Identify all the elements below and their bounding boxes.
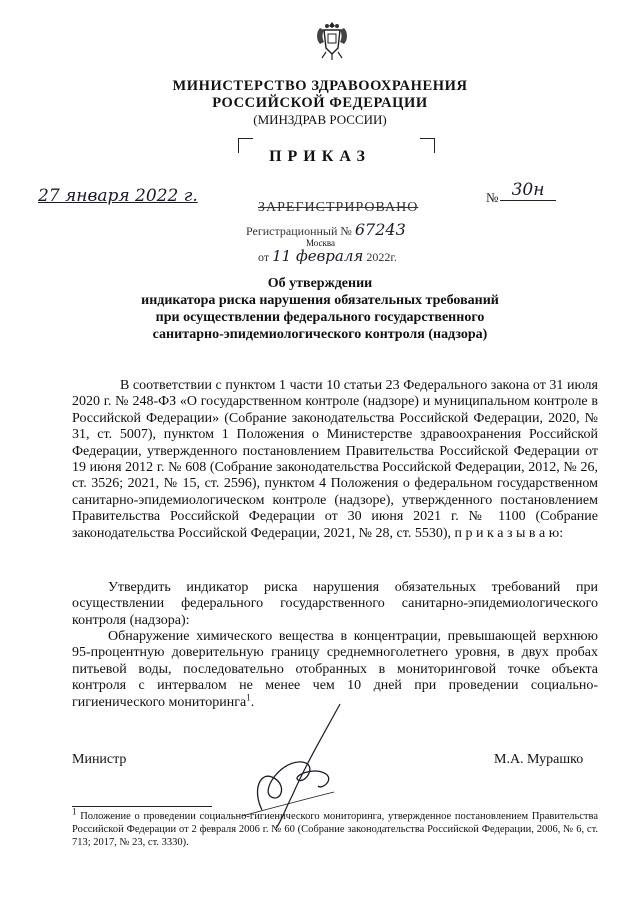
registration-date-label: от — [258, 250, 270, 264]
ministry-name-line1: МИНИСТЕРСТВО ЗДРАВООХРАНЕНИЯ — [172, 78, 468, 94]
order-number: 30н — [500, 180, 556, 201]
registration-number: 67243 — [354, 220, 406, 239]
ministry-short-name: (МИНЗДРАВ РОССИИ) — [253, 112, 387, 127]
ministry-name-line2: РОССИЙСКОЙ ФЕДЕРАЦИИ — [212, 95, 428, 111]
registration-number-label: Регистрационный № — [246, 224, 352, 238]
signatory-name: М.А. Мурашко — [494, 752, 584, 767]
footnote-marker: 1 — [246, 691, 251, 702]
footnote-number: 1 — [72, 806, 77, 817]
indicator-text-end: . — [250, 694, 255, 710]
city: Москва — [306, 238, 335, 248]
registration-number-line — [246, 220, 406, 239]
signatory-position: Министр — [72, 752, 127, 767]
footnote-divider — [72, 806, 212, 807]
body-paragraph-order: Утвердить индикатор риска нарушения обязательных требований при осуществлении федерального государственного санитарно-эпидемиологического контроля (надзора): — [72, 580, 598, 628]
footnote — [72, 806, 598, 849]
title-line: Об утверждении — [267, 276, 373, 291]
order-date: 27 января 2022 г. — [38, 186, 198, 206]
order-number-label: № — [486, 190, 499, 205]
title-line: санитарно-эпидемиологического контроля (надзора) — [152, 327, 488, 342]
registration-stamp-title: ЗАРЕГИСТРИРОВАНО — [258, 200, 419, 215]
registration-date-line — [258, 247, 397, 265]
title-line: индикатора риска нарушения обязательных требований — [141, 293, 499, 308]
body-paragraph-preamble: В соответствии с пунктом 1 части 10 статьи 23 Федерального закона от 31 июля 2020 г. № 248-ФЗ «О государственном контроле (надзоре) и муниципальном контроле в Российской Федерации» (Собрание законодательства Российской Федерации, 2020, № 31, ст. 5007), пунктом 1 Положения о Министерстве здравоохранения Российской Федерации, утвержденного постановлением Правительства Российской Федерации от 19 июня 2012 г. № 608 (Собрание законодательства Российской Федерации, 2012, № 26, ст. 3526; 2021, № 15, ст. 2596), пунктом 4 Положения о федеральном государственном санитарно-эпидемиологическом контроле (надзоре), утвержденного постановлением Правительства Российской Федерации от 30 июня 2021 г. № 1100 (Собрание законодательства Российской Федерации, 2021, № 28, ст. 5530), п р и к а з ы в а ю: — [72, 378, 598, 541]
indicator-text: Обнаружение химического вещества в концентрации, превышающей верхнюю 95-процентную доверительную границу среднемноголетнего уровня, в двух пробах питьевой воды, последовательно отобранных в мониторинговой точке объекта контроля с интервалом не менее чем 10 дней при проведении социально-гигиенического мониторинга — [72, 629, 598, 710]
registration-date: 11 февраля — [272, 247, 364, 265]
body-paragraph-indicator — [72, 629, 598, 711]
document-title — [0, 275, 640, 343]
title-line: при осуществлении федерального государственного — [155, 310, 485, 325]
coat-of-arms-icon — [314, 18, 350, 62]
document-type: ПРИКАЗ — [269, 148, 371, 165]
registration-year: 2022г. — [366, 250, 397, 264]
footnote-text: Положение о проведении социально-гигиенического мониторинга, утвержденное постановлением Правительства Российской Федерации от 2 февраля 2006 г. № 60 (Собрание законодательства Российской Федерации, 2006, № 6, ст. 713; 2017, № 23, ст. 3330). — [72, 811, 598, 848]
